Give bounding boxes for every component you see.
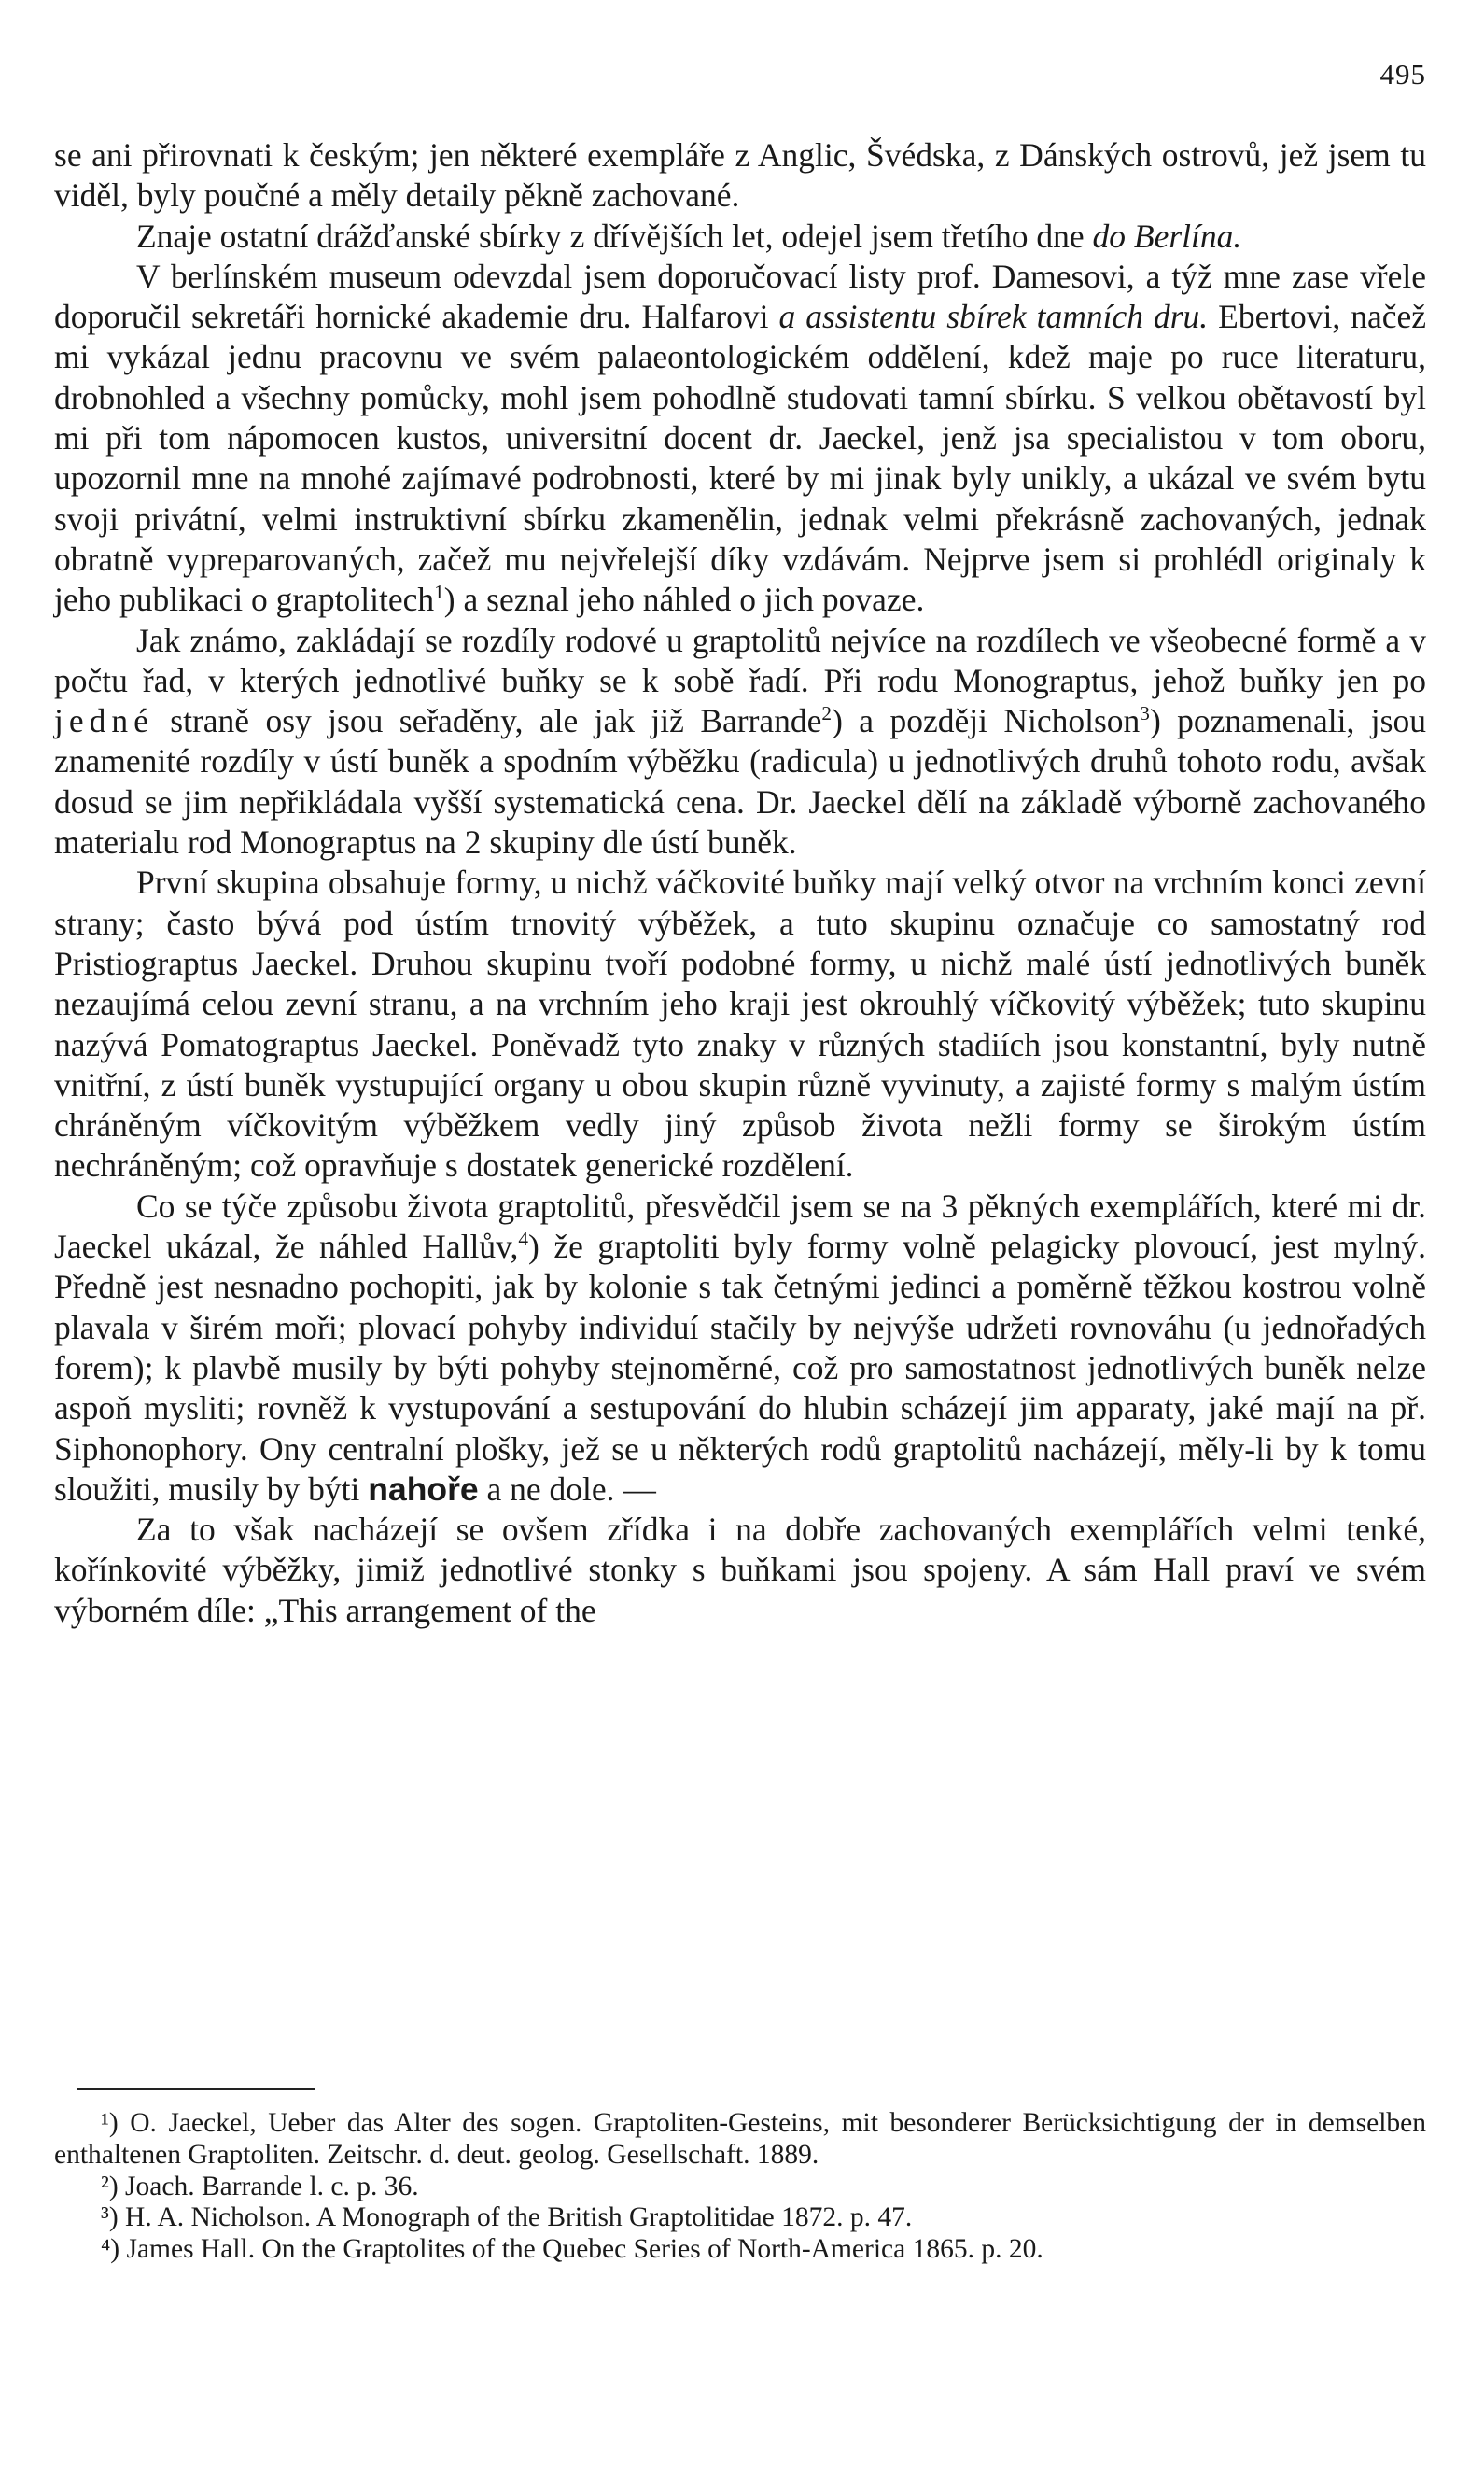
paragraph-4-spaced: jedné [54, 702, 154, 740]
footnote-4-mark: ⁴) [101, 2234, 120, 2265]
paragraph-6-text-c: a ne dole. — [478, 1469, 656, 1508]
footnote-4 [54, 2234, 1426, 2266]
footnote-2-text: Joach. Barrande l. c. p. 36. [118, 2171, 419, 2201]
paragraph-6 [54, 1187, 1426, 1510]
paragraph-5-text: První skupina obsahuje formy, u nichž váčkovité buňky mají velký otvor na vrchním konci zevní strany; často bývá pod ústím trnovitý výběžek, a tuto skupinu označuje co samostatný rod Pristiograptus Jaeckel. Druhou skupinu tvoří podobné formy, u nichž malé ústí jednotlivých buněk nezaujímá celou zevní stranu, a na vrchním jeho kraji jest okrouhlý víčkovitý výběžek; tuto skupinu nazývá Pomatograptus Jaeckel. Poněvadž tyto znaky v různých stadiích jsou konstantní, byly nutně vnitřní, z ústí buněk vystupující organy u obou skupin různě vyvinuty, a zajisté formy s malým ústím chráněným víčkovitým výběžkem vedly jiný způsob života nežli formy se širokým ústím nechráněným; což opravňuje s dostatek generické rozdělení. [54, 864, 1426, 1185]
paragraph-6-bold: nahoře [368, 1469, 479, 1508]
footnote-4-text: James Hall. On the Graptolites of the Quebec Series of North-America 1865. p. 20. [119, 2234, 1043, 2265]
footnote-3-text: H. A. Nicholson. A Monograph of the British Graptolitidae 1872. p. 47. [118, 2202, 913, 2233]
paragraph-6-text-a: Co se týče způsobu života graptolitů, přesvědčil jsem se na 3 pěkných exemplářích, které mi dr. Jaeckel ukázal, že náhled Hallův, [54, 1187, 1426, 1266]
footnote-ref-1: 1 [434, 581, 444, 604]
footnote-ref-3: 3 [1140, 702, 1150, 725]
paragraph-2-text: Znaje ostatní drážďanské sbírky z dřívějších let, odejel jsem třetího dne [136, 217, 1093, 255]
paragraph-2 [54, 217, 1426, 257]
paragraph-2-italic: do Berlína. [1092, 217, 1242, 255]
footnote-2 [54, 2172, 1426, 2203]
body-text [54, 135, 1426, 1631]
footnote-3 [54, 2202, 1426, 2234]
footnotes [54, 2108, 1426, 2266]
footnote-divider [77, 2088, 315, 2090]
paragraph-1-text: se ani přirovnati k českým; jen některé exempláře z Anglic, Švédska, z Dánských ostrovů, jež jsem tu viděl, byly poučné a měly detaily pěkně zachované. [54, 136, 1426, 215]
paragraph-7 [54, 1510, 1426, 1631]
paragraph-5 [54, 863, 1426, 1186]
paragraph-4-text-a: Jak známo, zakládají se rozdíly rodové u graptolitů nejvíce na rozdílech ve všeobecné formě a v počtu řad, v kterých jednotlivé buňky se k sobě řadí. Při rodu Monograptus, jehož buňky jen po [54, 621, 1426, 699]
paragraph-3 [54, 257, 1426, 621]
footnote-3-mark: ³) [101, 2202, 119, 2233]
footnote-1-text: O. Jaeckel, Ueber das Alter des sogen. Graptoliten-Gesteins, mit besonderer Berücksichtigung der in demselben enthaltenen Graptoliten. Zeitschr. d. deut. geolog. Gesellschaft. 1889. [54, 2108, 1426, 2170]
footnote-ref-4: 4 [518, 1228, 529, 1251]
paragraph-1 [54, 135, 1426, 217]
paragraph-3-text-a: V berlínském museum odevzdal jsem doporučovací listy prof. Damesovi, a týž mne zase vřele doporučil sekretáři hornické akademie dru. Halfarovi [54, 257, 1426, 336]
page-number: 495 [1379, 58, 1426, 91]
paragraph-4-text-c: ) a později Nicholson [832, 702, 1141, 740]
paragraph-6-text-b: ) že graptoliti byly formy volně pelagicky plovoucí, jest mylný. Předně jest nesnadno pochopiti, jak by kolonie s tak četnými jedinci a poměrně těžkou kostrou volně plavala v širém moři; plovací pohyby individuí stačily by nejvýše udržeti rovnováhu (u jednořadých forem); k plavbě musily by býti pohyby stejnoměrné, což pro samostatnost jednotlivých buněk nelze aspoň mysliti; rovněž k vystupování a sestupování do hlubin scházejí jim apparaty, jaké mají na př. Siphonophory. Ony centralní plošky, jež se u některých rodů graptolitů nacházejí, měly-li by k tomu sloužiti, musily by býti [54, 1228, 1426, 1508]
paragraph-3-italic: a assistentu sbírek tamních dru. [778, 298, 1209, 336]
footnote-2-mark: ²) [101, 2171, 119, 2201]
paragraph-7-text: Za to však nacházejí se ovšem zřídka i na dobře zachovaných exemplářích velmi tenké, kořínkovité výběžky, jimiž jednotlivé stonky s buňkami jsou spojeny. A sám Hall praví ve svém výborném díle: „This arrangement of the [54, 1511, 1426, 1629]
footnote-ref-2: 2 [821, 702, 833, 725]
paragraph-3-text-b: Ebertovi, načež mi vykázal jednu pracovnu ve svém palaeontologickém oddělení, kdež maje po ruce literaturu, drobnohled a všechny pomůcky, mohl jsem pohodlně studovati tamní sbírku. S velkou obětavostí byl mi při tom nápomocen kustos, universitní docent dr. Jaeckel, jenž jsa specialistou v tom oboru, upozornil mne na mnohé zajímavé podrobnosti, které by mi jinak byly unikly, a ukázal ve svém bytu svoji privátní, velmi instruktivní sbírku zkamenělin, jednak velmi překrásně zachovaných, jednak obratně vypreparovaných, začež mu nejvřelejší díky vzdávám. Nejprve jsem si prohlédl originaly k jeho publikaci o graptolitech [54, 298, 1426, 619]
paragraph-4 [54, 621, 1426, 864]
paragraph-4-text-d: ) poznamenali, jsou znamenité rozdíly v ústí buněk a spodním výběžku (radicula) u jednotlivých druhů tohoto rodu, avšak dosud se jim nepřikládala vyšší systematická cena. Dr. Jaeckel dělí na základě výborně zachovaného materialu rod Monograptus na 2 skupiny dle ústí buněk. [54, 702, 1426, 862]
footnote-1 [54, 2108, 1426, 2172]
page [54, 0, 1426, 2489]
paragraph-4-text-b: straně osy jsou seřaděny, ale jak již Barrande [153, 702, 822, 740]
paragraph-3-text-c: ) a seznal jeho náhled o jich povaze. [443, 581, 925, 619]
footnote-1-mark: ¹) [101, 2108, 119, 2138]
